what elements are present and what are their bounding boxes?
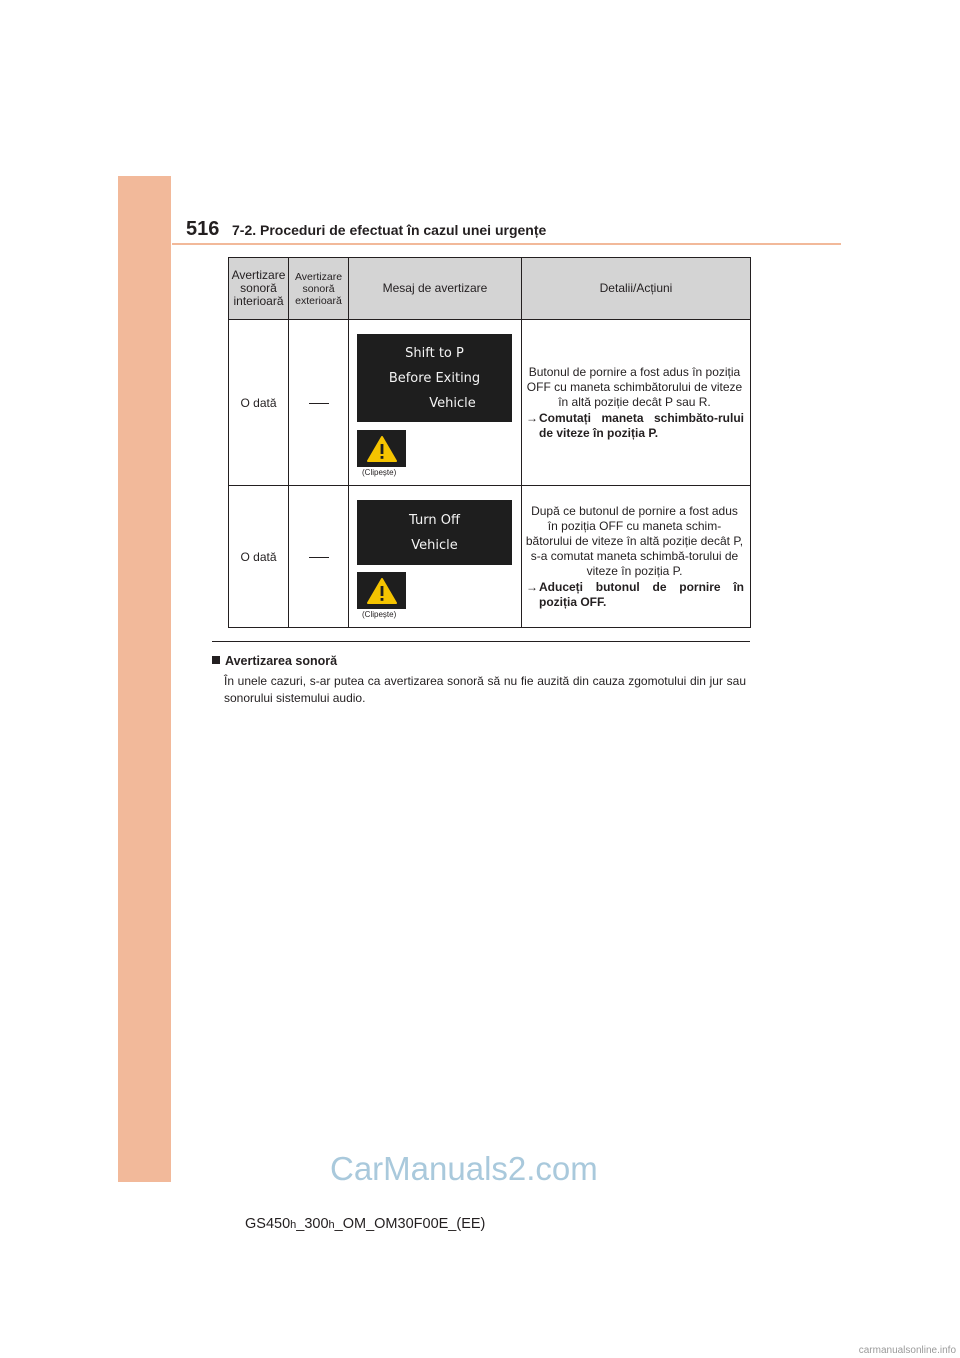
note-body: În unele cazuri, s-ar putea ca avertizarea sonoră să nu fie auzită din cauza zgomotului din jur sau sonorului sistemului audio. [224,674,746,705]
message-cell [349,320,522,486]
warning-table [228,257,751,628]
exterior-buzzer-cell [289,486,349,628]
bullet-square-icon [212,656,220,664]
footer-part: h [290,1219,297,1231]
note-title [212,654,337,668]
action-item [525,411,744,441]
column-header-details: Detalii/Acțiuni [522,258,751,320]
warning-light-box [357,430,406,467]
watermark: CarManuals2.com [330,1150,598,1187]
message-line: Turn Off [409,512,460,528]
message-line: Shift to P [405,345,464,361]
detail-text: După ce butonul de pornire a fost adus în poziția OFF cu maneta schim-bătorului de viteze în altă poziție decât P, s-a comutat maneta schimbă-torului de viteze în poziția P. [525,503,744,578]
message-line: Vehicle [429,395,476,411]
interior-buzzer-cell: O dată [229,320,289,486]
dash-mark [309,557,329,558]
header-rule [172,243,841,245]
footer-part: _300 [296,1216,329,1232]
warning-light-box [357,572,406,609]
message-line: Before Exiting [388,370,481,386]
column-header-interior: Avertizare sonoră interioară [229,258,289,320]
footer-part: h [328,1219,335,1231]
footer-part: GS450 [245,1216,291,1232]
table-header-row [229,258,751,320]
action-text: Aduceți butonul de pornire în poziția OFF. [539,579,744,609]
page-number: 516 [186,218,220,240]
table-row [229,486,751,628]
footer-part: _OM_OM30F00E_(EE) [334,1216,486,1232]
exterior-buzzer-cell [289,320,349,486]
corner-logo: carmanualsonline.info [858,1345,956,1356]
arrow-icon: → [526,410,538,425]
interior-buzzer-cell: O dată [229,486,289,628]
action-item [525,580,744,610]
column-header-exterior: Avertizare sonoră exterioară [289,258,349,320]
message-line: Vehicle [411,537,458,553]
detail-cell [522,486,751,628]
section-title: 7-2. Proceduri de efectuat în cazul unei urgențe [232,222,547,238]
table-row [229,320,751,486]
footer-model-code [245,1216,485,1232]
blink-note: (Clipește) [362,468,397,477]
column-header-message: Mesaj de avertizare [349,258,522,320]
warning-triangle-icon [366,577,398,605]
detail-text: Butonul de pornire a fost adus în poziția OFF cu maneta schimbătorului de viteze în altă poziție decât P sau R. [526,364,743,409]
section-divider [212,641,750,642]
side-band [118,176,171,1182]
warning-message-display [357,334,512,422]
blink-note: (Clipește) [362,610,397,619]
action-text: Comutați maneta schimbăto-rului de viteze în poziția P. [539,410,744,440]
note-title-text: Avertizarea sonoră [225,654,338,668]
warning-message-display [357,500,512,565]
message-cell [349,486,522,628]
warning-triangle-icon [366,435,398,463]
arrow-icon: → [526,579,538,594]
detail-cell [522,320,751,486]
dash-mark [309,403,329,404]
